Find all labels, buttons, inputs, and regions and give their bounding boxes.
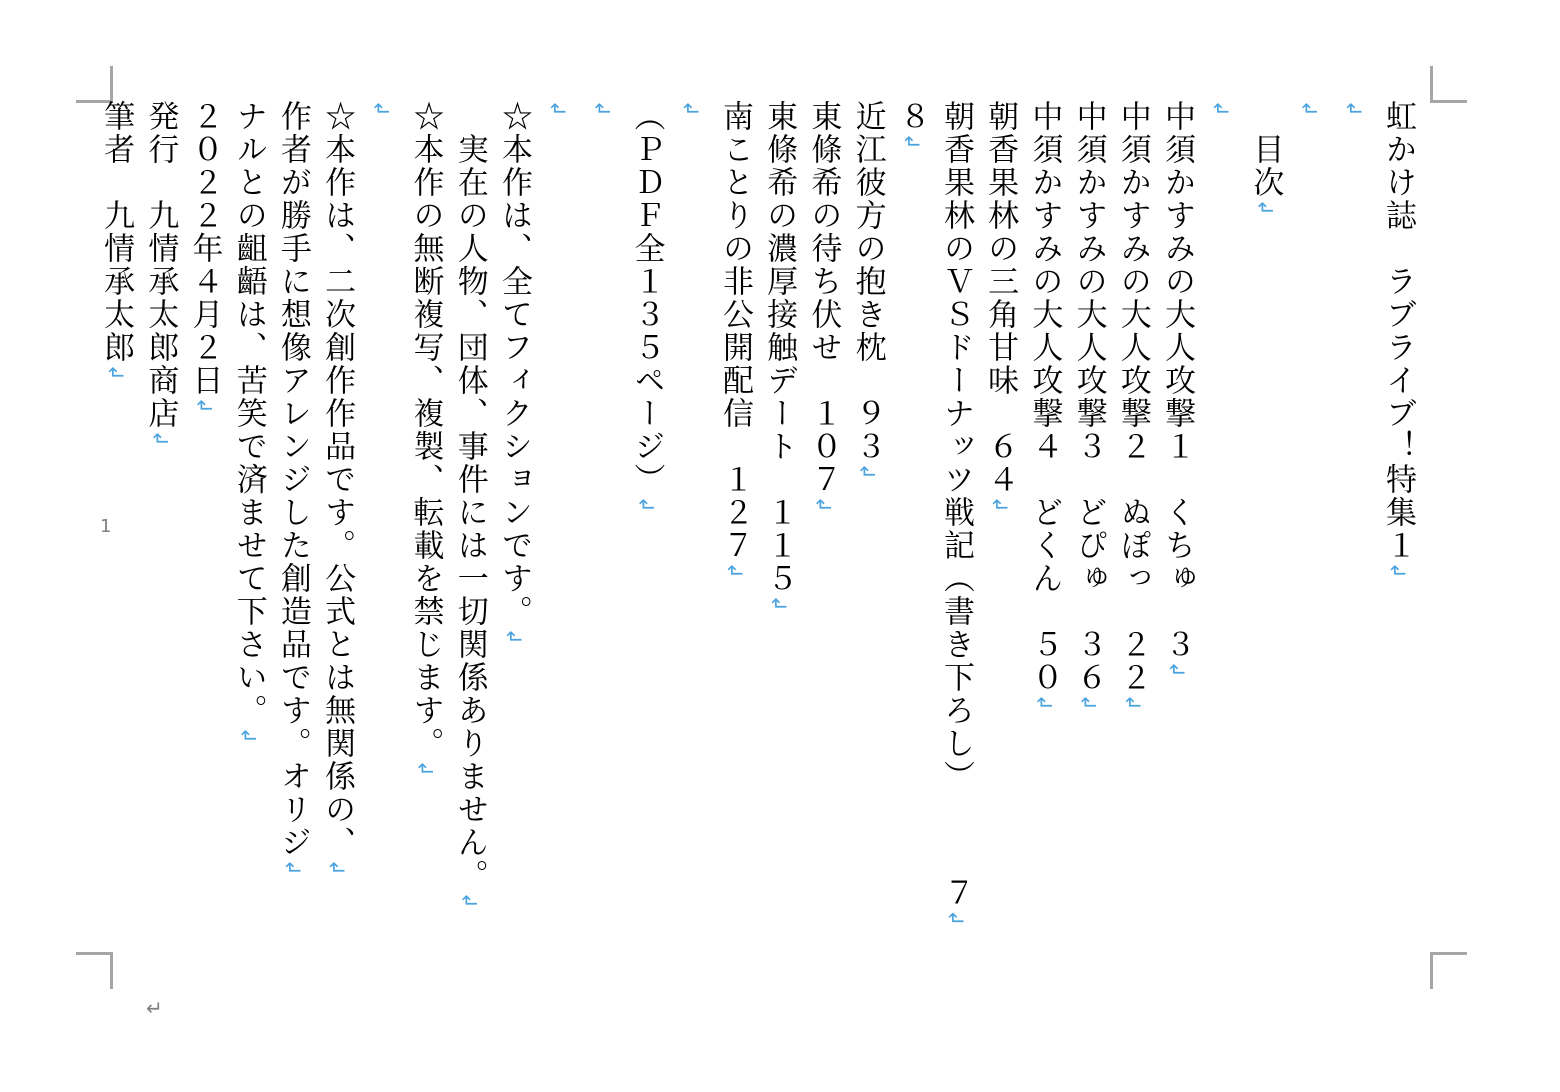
text-line: [448, 100, 492, 960]
line-text: ☆本作は、全てフィクションです。: [495, 100, 532, 628]
paragraph-mark-icon: ↲: [369, 100, 394, 117]
line-text: 近江彼方の抱き枕 ９３: [849, 100, 886, 463]
paragraph-mark-icon: ↲: [1253, 199, 1278, 216]
paragraph-mark-icon: ↲: [1341, 100, 1366, 117]
text-line: [1022, 100, 1066, 960]
paragraph-mark-icon: ↲: [236, 727, 261, 744]
line-text: 東條希の濃厚接触デート １１５: [761, 100, 798, 595]
line-text: 朝香果林の三角甘味 ６４: [982, 100, 1019, 496]
paragraph-mark-icon: ↲: [413, 760, 438, 777]
text-line: [182, 100, 226, 960]
text-line: [757, 100, 801, 960]
paragraph-mark-icon: ↲: [280, 859, 305, 876]
paragraph-mark-icon: ↲: [1120, 694, 1145, 711]
line-text: ☆本作は、二次創作作品です。公式とは無関係の、: [319, 100, 356, 859]
paragraph-mark-icon: ↲: [457, 892, 482, 909]
paragraph-mark-icon: ↲: [722, 562, 747, 579]
paragraph-mark-icon: ↲: [1164, 661, 1189, 678]
text-line: [315, 100, 359, 960]
line-text: ８: [893, 100, 930, 133]
line-text: ☆本作の無断複写、複製、転載を禁じます。: [407, 100, 444, 760]
paragraph-mark-icon: ↲: [1297, 100, 1322, 117]
text-line: [271, 100, 315, 960]
paragraph-mark-icon: ↲: [192, 397, 217, 414]
paragraph-mark-icon: ↲: [546, 100, 571, 117]
text-line: [669, 100, 713, 960]
text-line: [934, 100, 978, 960]
text-line: [1066, 100, 1110, 960]
line-text: 目次: [1247, 100, 1284, 199]
paragraph-mark-icon: ↲: [325, 859, 350, 876]
paragraph-mark-icon: ↲: [1386, 562, 1410, 579]
document-body[interactable]: [94, 100, 1420, 960]
text-line: [1332, 100, 1376, 960]
paragraph-mark-icon: ↲: [590, 100, 615, 117]
line-text: 実在の人物、団体、事件には一切関係ありません。: [451, 100, 488, 892]
line-text: 朝香果林のＶＳドーナッツ戦記（書き下ろし） ７: [937, 100, 974, 910]
line-text: 作者が勝手に想像アレンジした創造品です。オリジ: [274, 100, 311, 859]
text-line: [890, 100, 934, 960]
line-text: 中須かすみの大人攻撃１ くちゅ ３: [1158, 100, 1195, 661]
text-line: [978, 100, 1022, 960]
text-line: [713, 100, 757, 960]
text-line: [227, 100, 271, 960]
crop-mark-bottom-right: [1430, 952, 1467, 989]
paragraph-mark-icon: ↲: [148, 430, 173, 447]
text-line: [845, 100, 889, 960]
paragraph-mark-icon: ↲: [104, 364, 129, 381]
crop-mark-top-right: [1430, 66, 1467, 103]
text-line: [359, 100, 403, 960]
line-text: 南ことりの非公開配信 １２７: [716, 100, 753, 562]
text-line: [624, 100, 668, 960]
paragraph-mark-icon: ↲: [1032, 694, 1057, 711]
line-text: 中須かすみの大人攻撃２ ぬぽっ ２２: [1114, 100, 1151, 694]
paragraph-mark-icon: ↲: [811, 496, 836, 513]
text-line: [1243, 100, 1287, 960]
text-line: [403, 100, 447, 960]
line-text: （ＰＤＦ全１３５ページ）: [628, 100, 665, 496]
paragraph-mark-icon: ↲: [1076, 694, 1101, 711]
page-number: 1: [100, 516, 112, 537]
paragraph-mark-icon: ↲: [855, 463, 880, 480]
text-line: [138, 100, 182, 960]
line-text: 筆者 九情承太郎: [98, 100, 135, 364]
paragraph-mark-icon: ↲: [899, 133, 924, 150]
text-line: [1199, 100, 1243, 960]
line-text: ２０２２年４月２日: [186, 100, 223, 397]
end-of-document-mark: ↵: [146, 996, 163, 1020]
text-line: [1111, 100, 1155, 960]
paragraph-mark-icon: ↲: [634, 496, 659, 513]
text-line: [1155, 100, 1199, 960]
paragraph-mark-icon: ↲: [1209, 100, 1234, 117]
text-line: [580, 100, 624, 960]
line-text: 中須かすみの大人攻撃３ どぴゅ ３６: [1070, 100, 1107, 694]
paragraph-mark-icon: ↲: [943, 909, 968, 927]
paragraph-mark-icon: ↲: [501, 628, 526, 645]
text-line: [492, 100, 536, 960]
line-text: 発行 九情承太郎商店: [142, 100, 179, 430]
paragraph-mark-icon: ↲: [678, 100, 703, 117]
paragraph-mark-icon: ↲: [767, 595, 792, 612]
text-line: [801, 100, 845, 960]
line-text: 虹かけ誌 ラブライブ！特集１: [1380, 100, 1416, 562]
line-text: ナルとの齟齬は、苦笑で済ませて下さい。: [230, 100, 267, 727]
text-line: [1376, 100, 1420, 960]
line-text: 中須かすみの大人攻撃４ どくん ５０: [1026, 100, 1063, 694]
line-text: 東條希の待ち伏せ １０７: [805, 100, 842, 496]
paragraph-mark-icon: ↲: [988, 496, 1013, 513]
crop-mark-top-left: [76, 66, 113, 103]
text-line: [1287, 100, 1331, 960]
text-line: [536, 100, 580, 960]
